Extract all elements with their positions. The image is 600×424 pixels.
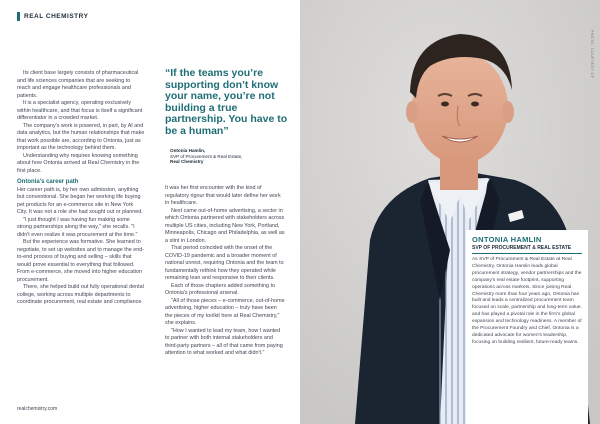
paragraph: The company's work is powered, in part, by AI and data analytics, but the human relationships that make that work possible are, according to Ontonia, just as important as the technology behind them.: [17, 122, 145, 151]
profile-title: SVP OF PROCUREMENT & REAL ESTATE: [472, 245, 572, 251]
divider: [472, 253, 582, 254]
paragraph: Each of those chapters added something to Ontonia's professional arsenal.: [165, 282, 275, 296]
photo-credit: PHOTO: COURTESY OF: [590, 30, 594, 79]
section-accent-bar: [17, 12, 20, 21]
left-text-column: [17, 70, 145, 307]
section-header: [17, 12, 88, 21]
paragraph: But the experience was formative. She learned to negotiate, to set up websites and to manage the end-to-end process of buying and selling – skills that would prove essential to everything that followed. From e-commerce, she moved into higher education procurement.: [17, 239, 145, 283]
quote-role: SVP of Procurement & Real Estate,: [170, 153, 243, 159]
section-subhead: Ontonia's career path: [17, 179, 79, 185]
paragraph: That period coincided with the onset of the COVID-19 pandemic and a broader moment of national unrest, requiring Ontonia and the team to fundamentally rethink how they operated while remaining lean and responsive to their clients.: [165, 245, 284, 281]
middle-text-column: [165, 185, 285, 358]
paragraph: "How I wanted to lead my team, how I wanted to partner with both internal stakeholders and third-party partners – all of that came from paying attention to what worked and what didn't.": [165, 327, 283, 356]
paragraph: It was her first encounter with the kind of regulatory rigour that would later define her work in healthcare.: [165, 185, 281, 206]
profile-card: [466, 230, 588, 424]
paragraph: Her career path is, by her own admission, anything but conventional. She began her working life buying pet products for an e-commerce site in New York City. It was not a role she had sought out or planned.: [17, 186, 143, 215]
profile-bio: As SVP of Procurement & Real Estate at Real Chemistry, Ontonia Hamlin leads global procurement strategy, vendor partnerships and the company's real estate footprint, supporting operations across markets. Since joining Real Chemistry more than four years ago, Ontonia has built and leads a centralized procurement team focused on scale, partnership and long-term value, and has played a pivotal role in the firm's global expansion and technology readiness. A member of the Procurement Foundry and Chief, Ontonia is a dedicated advocate for women's leadership, focusing on building resilient, future-ready teams.: [472, 257, 582, 345]
paragraph: It is a specialist agency, operating exclusively within healthcare, and that focus is itself a significant differentiator in a crowded market.: [17, 100, 143, 121]
quote-name: Ontonia Hamlin,: [170, 148, 206, 153]
footer-url[interactable]: realchemistry.com: [17, 406, 58, 412]
paragraph: There, she helped build out fully operational dental college, working across multiple departments to coordinate procurement, real estate and compliance.: [17, 284, 144, 305]
quote-attribution: [170, 148, 290, 165]
quote-company: Real Chemistry: [170, 159, 204, 165]
paragraph: Understanding why requires knowing something about how Ontonia arrived at Real Chemistry in the first place.: [17, 152, 140, 174]
paragraph: "I just thought I was having fun making some strong partnerships along the way," she recalls. "I didn't even realize it was procurement at the time.": [17, 216, 138, 238]
profile-name: ONTONIA HAMLIN: [472, 235, 542, 244]
section-title: REAL CHEMISTRY: [24, 13, 89, 20]
paragraph: Its client base largely consists of pharmaceutical and life sciences companies that are seeking to reach and engage healthcare professionals and patients.: [17, 70, 139, 99]
paragraph: Next came out-of-home advertising, a sector in which Ontonia partnered with stakeholders across multiple US cities, including New York, Portland, Minneapolis, Chicago and Philadelphia, as well as a stint in London.: [165, 207, 285, 244]
paragraph: "All of those pieces – e-commerce, out-of-home advertising, higher education – truly have been the pieces of my toolkit here at Real Chemistry," she explains.: [165, 297, 285, 326]
pull-quote: “If the teams you’re supporting don’t know your name, you’re not building a true partnership. You have to be a human”: [165, 67, 288, 137]
